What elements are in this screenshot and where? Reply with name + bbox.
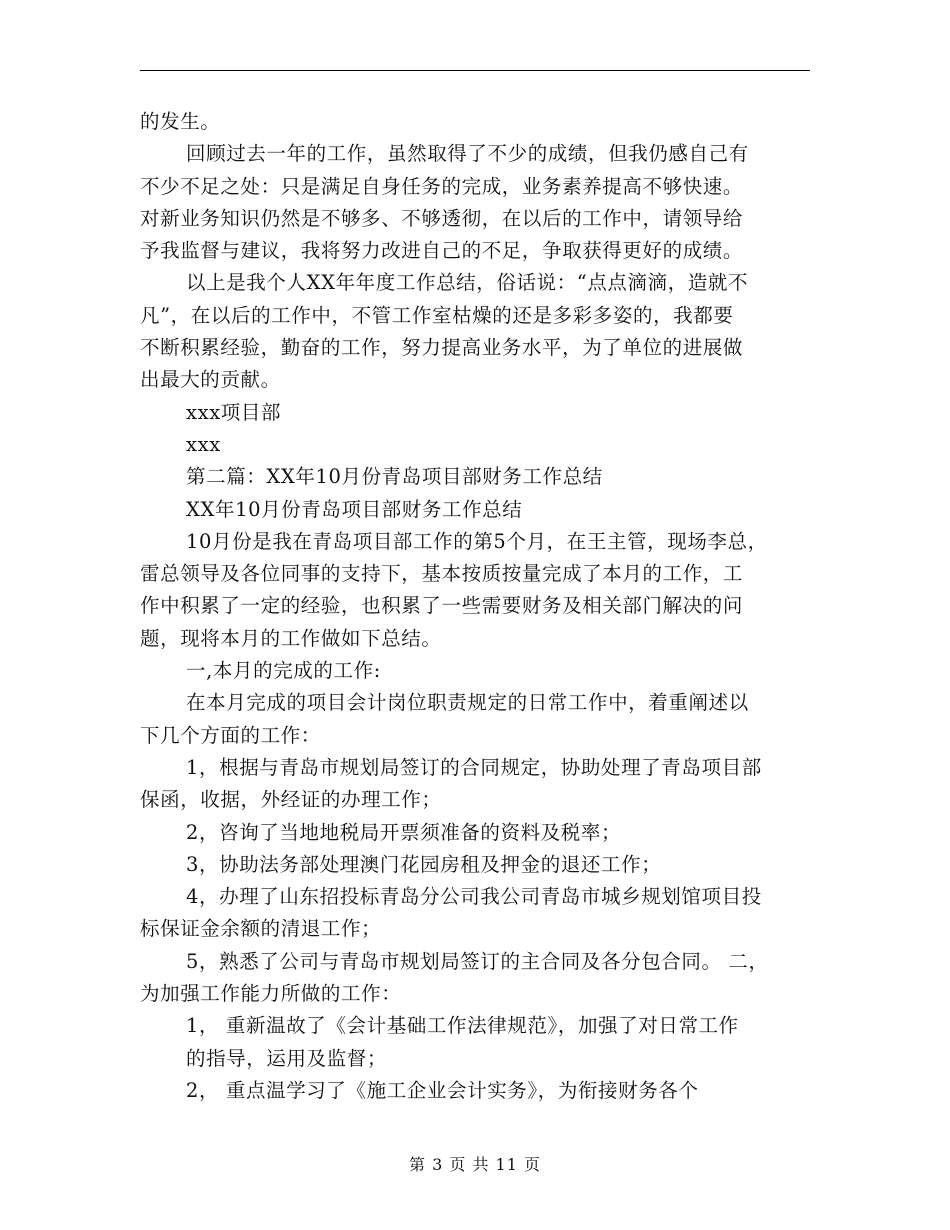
text-line: 对新业务知识仍然是不够多、不够透彻，在以后的工作中，请领导给: [140, 206, 744, 230]
text-line: 的发生。: [140, 110, 221, 133]
text-line: 作中积累了一定的经验，也积累了一些需要财务及相关部门解决的问: [140, 594, 744, 618]
text-line: 3，协助法务部处理澳门花园房租及押金的退还工作；: [186, 852, 662, 876]
text-line: 在本月完成的项目会计岗位职责规定的日常工作中，着重阐述以: [186, 691, 749, 715]
text-line: XX年10月份青岛项目部财务工作总结: [186, 497, 523, 521]
text-line: 2， 重点温学习了《施工企业会计实务》，为衔接财务各个: [186, 1078, 699, 1102]
text-line: 一,本月的完成的工作:: [186, 659, 381, 683]
text-line: 雷总领导及各位同事的支持下，基本按质按量完成了本月的工作，工: [140, 562, 744, 586]
text-line: 的指导，运用及监督；: [186, 1046, 388, 1070]
text-line: 予我监督与建议，我将努力改进自己的不足，争取获得更好的成绩。: [140, 239, 744, 263]
text-line: 下几个方面的工作：: [140, 723, 321, 747]
text-line: 保函，收据，外经证的办理工作；: [140, 788, 442, 812]
text-line: xxx项目部: [186, 400, 282, 424]
text-line: 1， 重新温故了《会计基础工作法律规范》，加强了对日常工作: [186, 1014, 739, 1038]
text-line: 不少不足之处：只是满足自身任务的完成，业务素养提高不够快速。: [140, 174, 744, 198]
text-line: 5，熟悉了公司与青岛市规划局签订的主合同及各分包合同。 二，: [186, 949, 769, 973]
text-line: 4，办理了山东招投标青岛分公司我公司青岛市城乡规划馆项目投: [186, 885, 762, 909]
text-line: 不断积累经验，勤奋的工作，努力提高业务水平，为了单位的进展做: [140, 336, 744, 360]
header-rule: [140, 70, 810, 71]
page-number-footer: 第 3 页 共 11 页: [409, 1155, 541, 1174]
text-line: 回顾过去一年的工作，虽然取得了不少的成绩，但我仍感自己有: [186, 142, 749, 166]
text-line: 第二篇：XX年10月份青岛项目部财务工作总结: [186, 465, 603, 489]
text-line: 以上是我个人XX年年度工作总结，俗话说：“点点滴滴，造就不: [186, 271, 749, 295]
text-line: 1，根据与青岛市规划局签订的合同规定，协助处理了青岛项目部: [186, 755, 762, 779]
document-body: [140, 106, 820, 1107]
text-line: 凡”，在以后的工作中，不管工作室枯燥的还是多彩多姿的，我都要: [140, 303, 734, 327]
text-line: 标保证金余额的清退工作；: [140, 917, 382, 941]
text-line: 10月份是我在青岛项目部工作的第5个月，在王主管，现场李总，: [186, 529, 768, 553]
text-line: xxx: [186, 432, 221, 456]
text-line: 2，咨询了当地地税局开票须准备的资料及税率；: [186, 820, 622, 844]
text-line: 出最大的贡献。: [140, 368, 281, 392]
text-line: 为加强工作能力所做的工作：: [140, 982, 402, 1006]
text-line: 题，现将本月的工作做如下总结。: [140, 626, 442, 650]
